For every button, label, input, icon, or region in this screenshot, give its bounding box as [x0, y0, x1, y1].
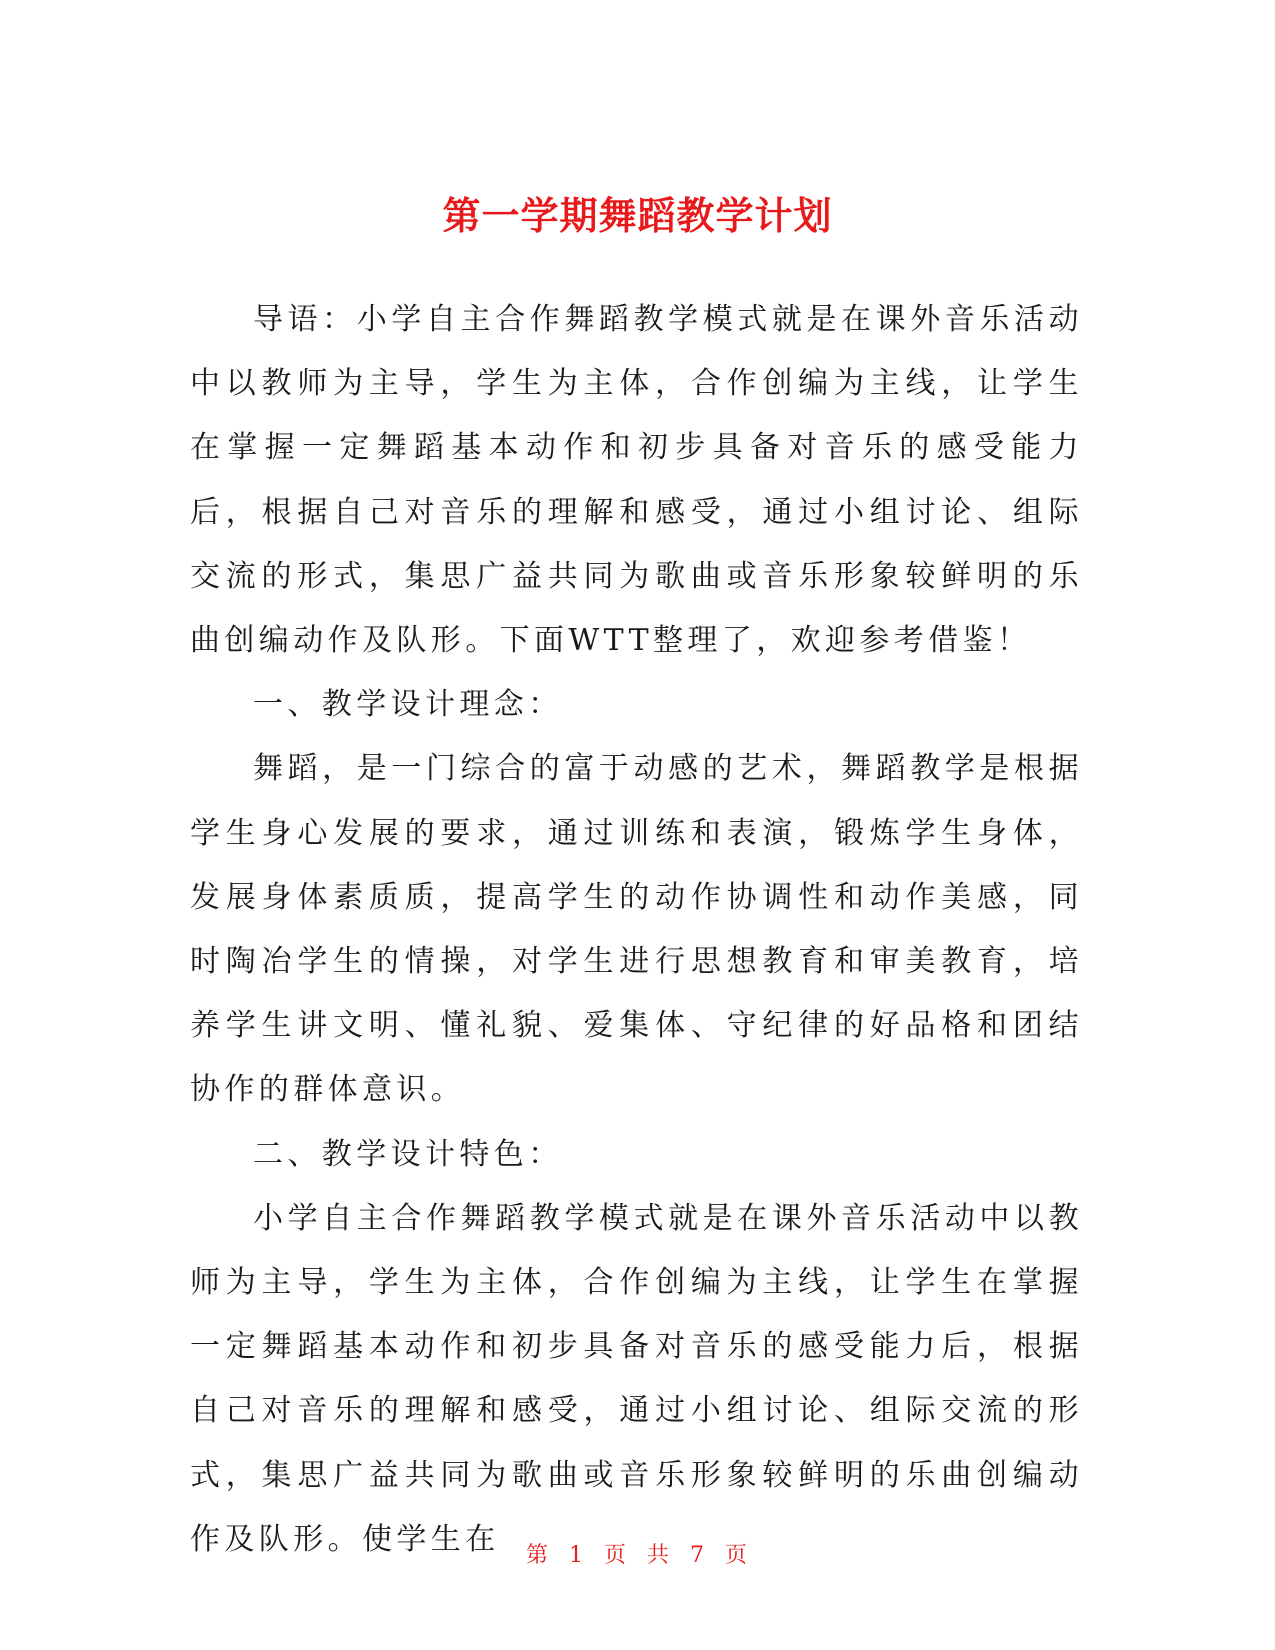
paragraph-design-features: 小学自主合作舞蹈教学模式就是在课外音乐活动中以教师为主导，学生为主体，合作创编为主线，让学生在掌握一定舞蹈基本动作和初步具备对音乐的感受能力后，根据自己对音乐的理解和感受，通过小组讨论、组际交流的形式，集思广益共同为歌曲或音乐形象较鲜明的乐曲创编动作及队形。使学生在 — [190, 1200, 1083, 1557]
page-footer — [0, 1538, 1275, 1569]
paragraph-design-concept: 舞蹈，是一门综合的富于动感的艺术，舞蹈教学是根据学生身心发展的要求，通过训练和表演，锻炼学生身体，发展身体素质质，提高学生的动作协调性和动作美感，同时陶冶学生的情操，对学生进行思想教育和审美教育，培养学生讲文明、懂礼貌、爱集体、守纪律的好品格和团结协作的群体意识。 — [190, 751, 1083, 1108]
page-title: 第一学期舞蹈教学计划 — [442, 194, 833, 239]
footer-suffix: 页 — [725, 1543, 750, 1568]
document-body — [190, 288, 1083, 1572]
footer-prefix: 第 — [525, 1543, 550, 1568]
footer-total-pages: 7 — [690, 1543, 707, 1568]
footer-current-page: 1 — [568, 1543, 585, 1568]
paragraph-intro: 导语：小学自主合作舞蹈教学模式就是在课外音乐活动中以教师为主导，学生为主体，合作创编为主线，让学生在掌握一定舞蹈基本动作和初步具备对音乐的感受能力后，根据自己对音乐的理解和感受，通过小组讨论、组际交流的形式，集思广益共同为歌曲或音乐形象较鲜明的乐曲创编动作及队形。下面WTT整理了，欢迎参考借鉴！ — [190, 302, 1083, 659]
heading-design-features: 二、教学设计特色： — [253, 1136, 563, 1172]
footer-total-word: 共 — [647, 1543, 672, 1568]
footer-page-word: 页 — [603, 1543, 628, 1568]
heading-design-concept: 一、教学设计理念： — [253, 687, 563, 723]
